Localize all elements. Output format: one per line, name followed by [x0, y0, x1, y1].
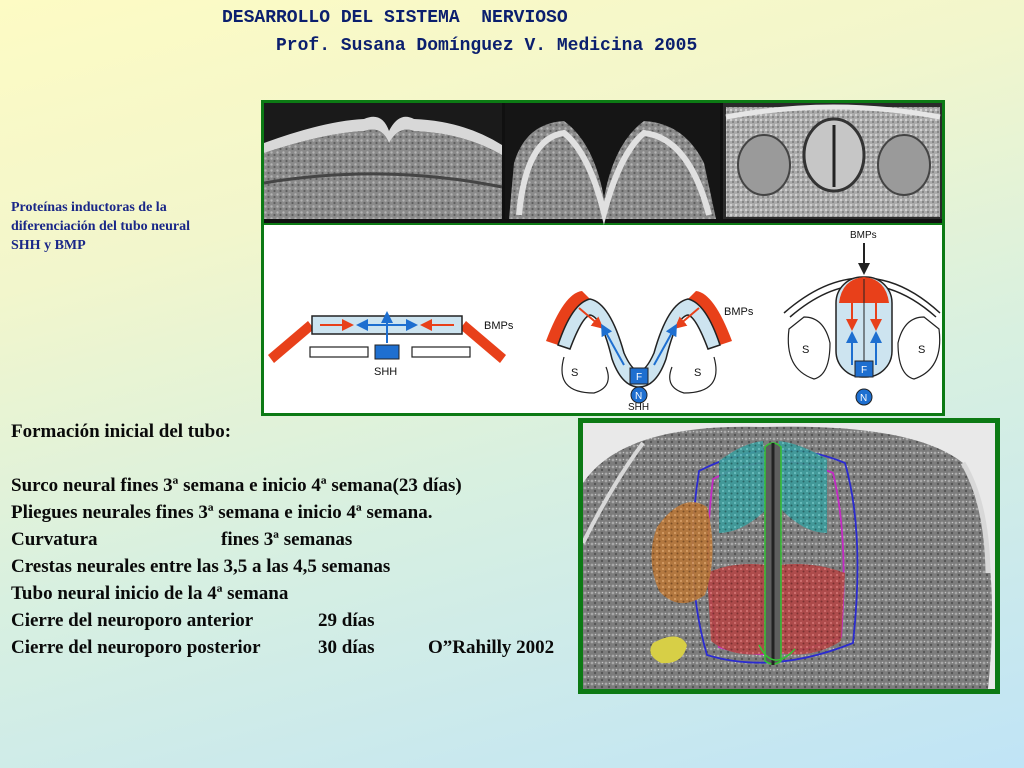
stage-item-value: fines 3ª semanas	[221, 529, 353, 550]
stage-item	[11, 580, 591, 607]
basal-plate-left	[707, 564, 769, 655]
inductive-proteins-figure-svg	[264, 103, 942, 413]
stage-item-label: Cierre del neuroporo anterior	[11, 610, 254, 631]
stage-item-label: Cierre del neuroporo posterior	[11, 637, 261, 658]
f-label-stage-2: F	[636, 372, 643, 383]
shh-label-stage-2: SHH	[628, 402, 650, 413]
side-caption-line-1: Proteínas inductoras de la	[11, 200, 167, 215]
stage-item	[11, 499, 591, 526]
stage-item	[11, 472, 591, 499]
stage-item-label: Curvatura	[11, 529, 98, 550]
stage-item-text: Crestas neurales entre las 3,5 a las 4,5 semanas	[11, 556, 391, 577]
side-caption	[11, 198, 246, 255]
micrograph-neural-plate	[264, 103, 502, 219]
stage-list	[11, 418, 591, 661]
side-caption-line-3: SHH y BMP	[11, 238, 86, 253]
basal-plate-right	[779, 564, 845, 655]
stage-list-heading: Formación inicial del tubo:	[11, 421, 232, 442]
side-caption-line-2: diferenciación del tubo neural	[11, 219, 191, 234]
micrograph-neural-tube	[723, 103, 942, 219]
bmp-label-stage-3: BMPs	[850, 230, 877, 241]
stage-item-text: Pliegues neurales fines 3ª semana e inicio 4ª semana.	[11, 502, 433, 523]
micrograph-neural-groove	[505, 103, 720, 219]
stage-item-text: Tubo neural inicio de la 4ª semana	[11, 583, 289, 604]
stage-item-value: 29 días	[318, 610, 375, 631]
stage-item	[11, 553, 591, 580]
neural-tube-section-svg	[583, 423, 995, 689]
stage-item	[11, 526, 591, 553]
n-label-stage-3: N	[860, 393, 868, 404]
neural-tube-section-figure	[578, 418, 1000, 694]
stage-item	[11, 607, 591, 634]
shh-label-stage-1: SHH	[374, 366, 398, 378]
stage-item-text: Surco neural fines 3ª semana e inicio 4ª semana(23 días)	[11, 475, 462, 496]
title-line-2: Prof. Susana Domínguez V. Medicina 2005	[276, 36, 698, 56]
bmp-label-stage-2: BMPs	[724, 306, 754, 318]
s-label-left-stage-3: S	[802, 344, 810, 356]
n-label-stage-2: N	[635, 391, 643, 402]
f-label-stage-3: F	[861, 365, 868, 376]
title-line-1: DESARROLLO DEL SISTEMA NERVIOSO	[222, 8, 568, 28]
stage-item	[11, 634, 591, 661]
s-label-right-stage-2: S	[694, 367, 702, 379]
s-label-right-stage-3: S	[918, 344, 926, 356]
citation: O”Rahilly 2002	[428, 637, 555, 658]
inductive-proteins-figure	[261, 100, 945, 416]
s-label-left-stage-2: S	[571, 367, 579, 379]
stage-item-value: 30 días	[318, 637, 375, 658]
bmp-label-stage-1: BMPs	[484, 320, 514, 332]
